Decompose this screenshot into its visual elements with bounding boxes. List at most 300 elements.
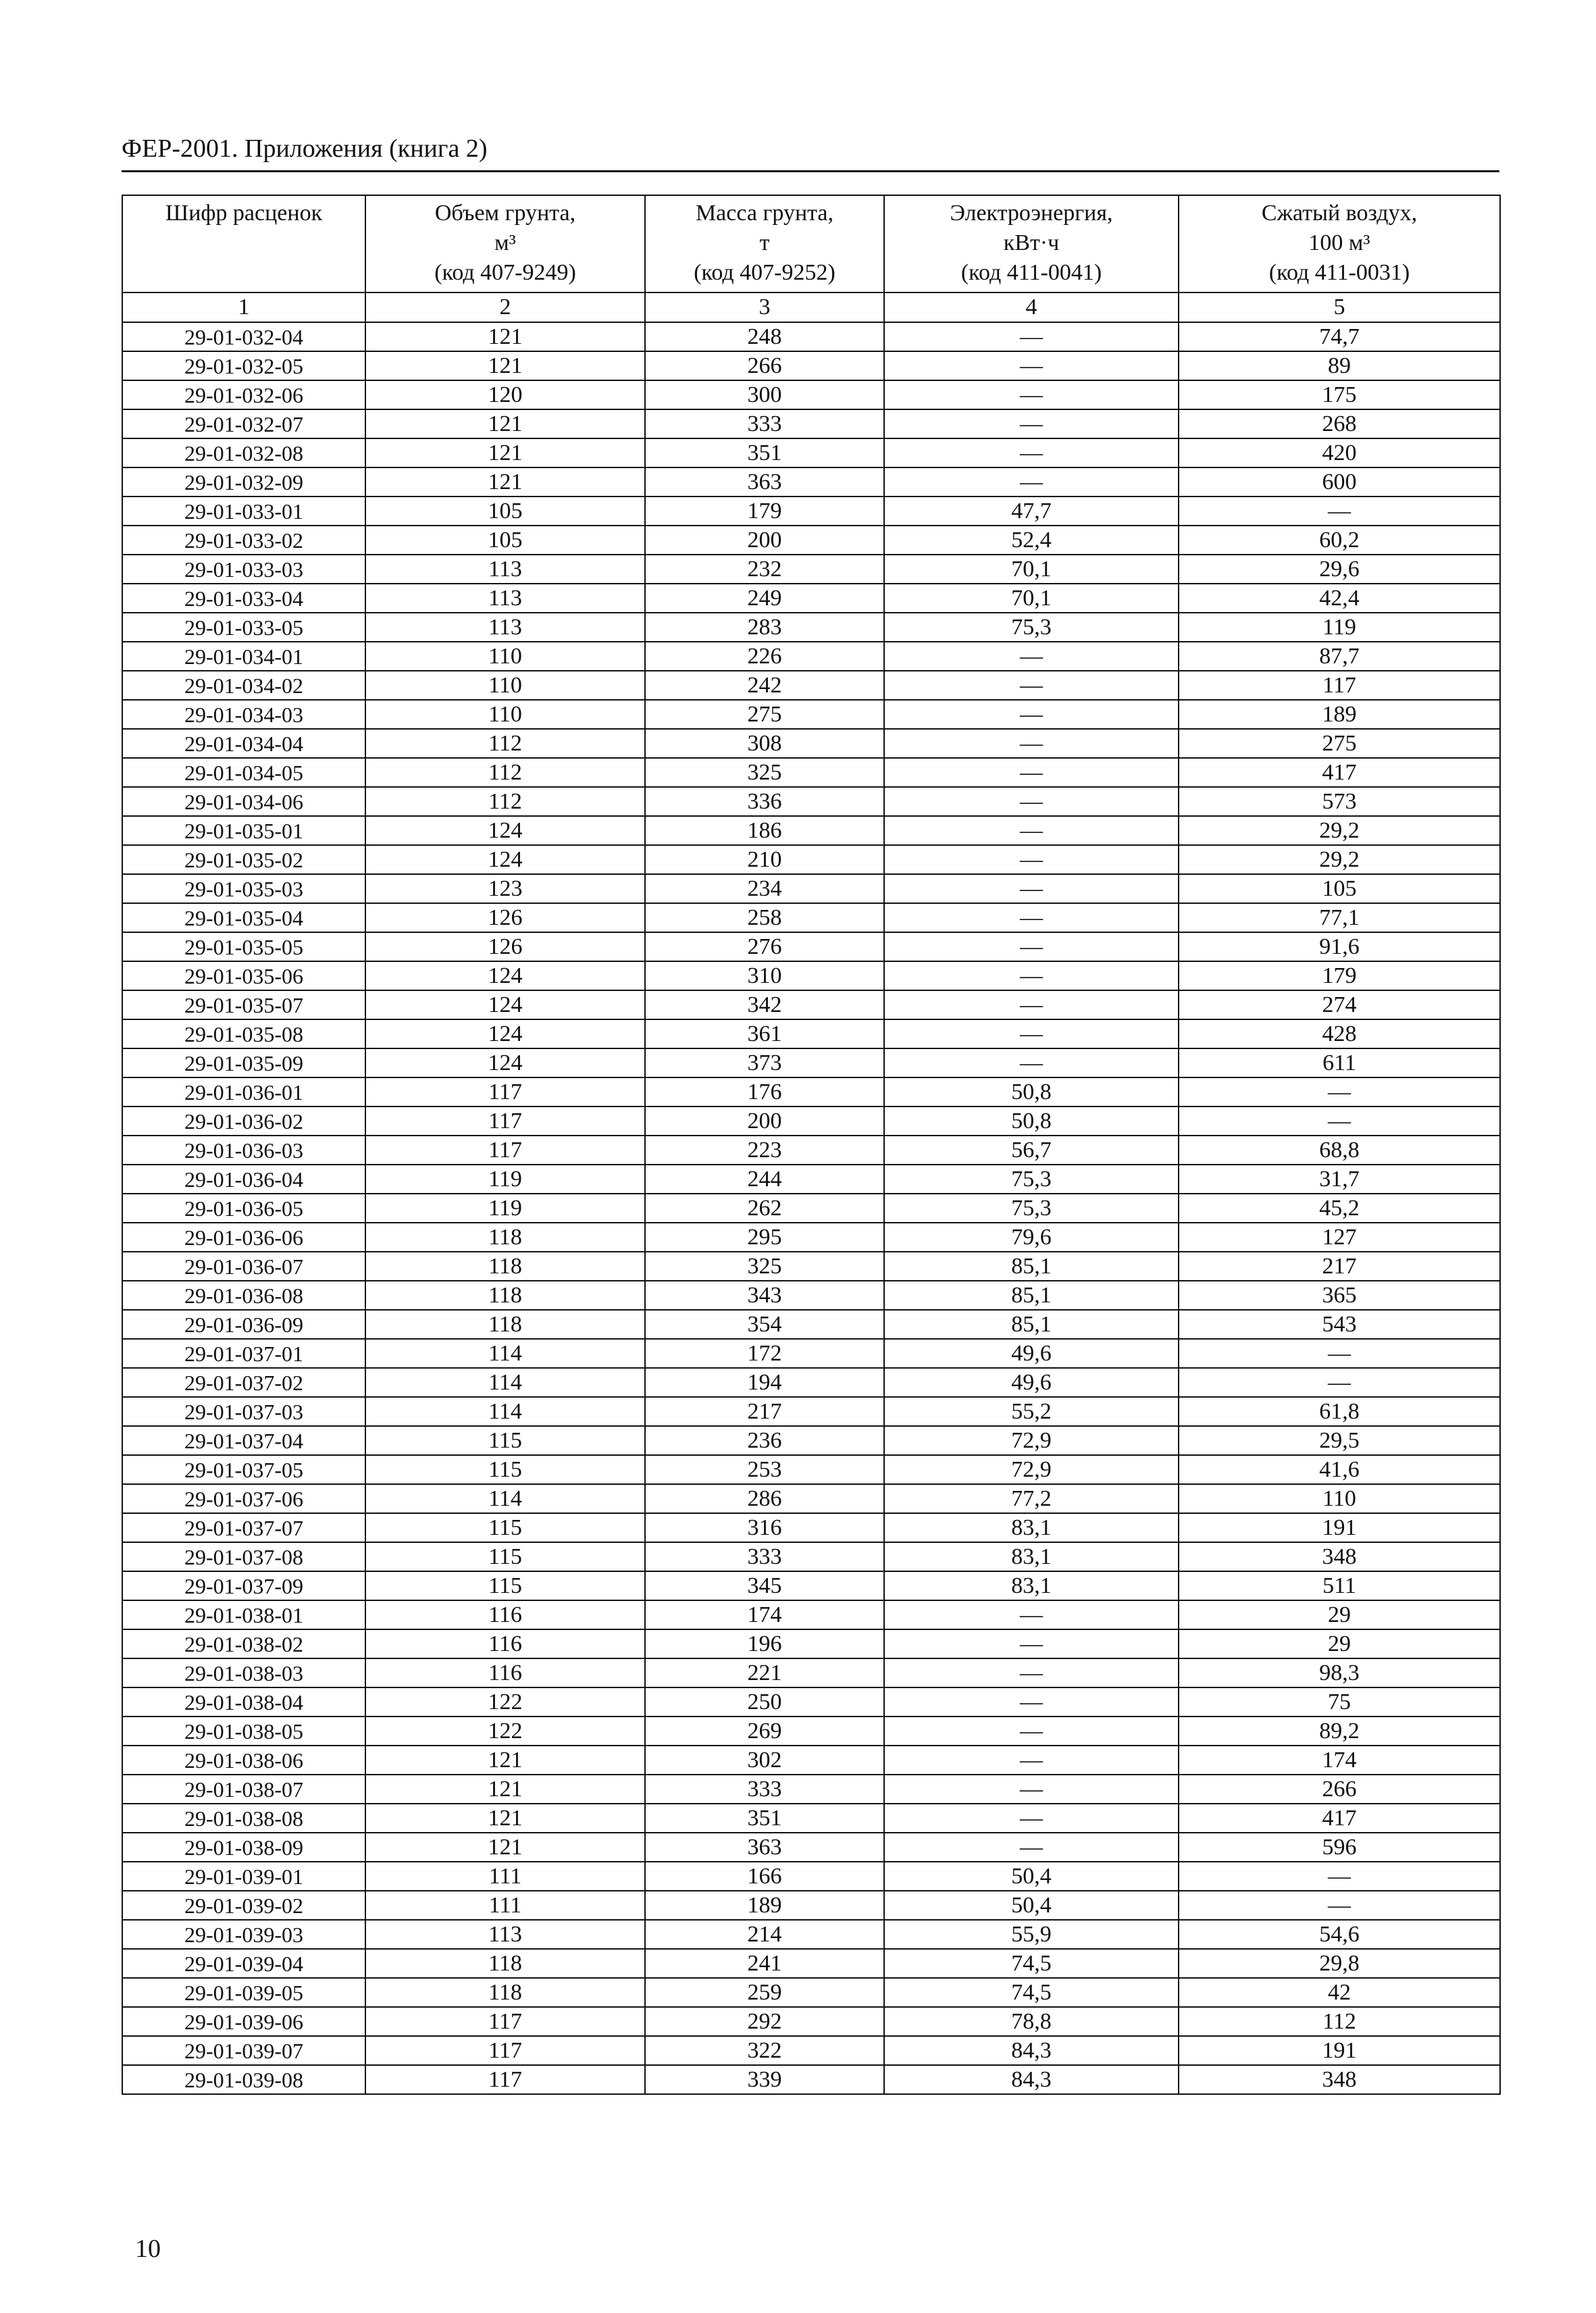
cell-soil-mass: 236 xyxy=(645,1426,884,1455)
cell-soil-volume: 126 xyxy=(365,932,645,961)
table-row xyxy=(122,1165,1500,1194)
cell-soil-mass: 186 xyxy=(645,816,884,845)
column-header-soil-mass: Масса грунта, т (код 407-9252) xyxy=(645,195,884,293)
table-row xyxy=(122,729,1500,758)
cell-electricity: 72,9 xyxy=(884,1426,1179,1455)
cell-soil-mass: 210 xyxy=(645,845,884,874)
cell-electricity: — xyxy=(884,845,1179,874)
cell-soil-volume: 117 xyxy=(365,2065,645,2094)
cell-soil-volume: 118 xyxy=(365,1281,645,1310)
cell-soil-volume: 117 xyxy=(365,1077,645,1107)
cell-electricity: 50,8 xyxy=(884,1077,1179,1107)
table-row xyxy=(122,1194,1500,1223)
cell-compressed-air: 179 xyxy=(1179,961,1500,990)
cell-soil-volume: 115 xyxy=(365,1542,645,1571)
cell-soil-volume: 111 xyxy=(365,1891,645,1920)
cell-compressed-air: 266 xyxy=(1179,1775,1500,1804)
cell-electricity: — xyxy=(884,1687,1179,1717)
cell-electricity: — xyxy=(884,729,1179,758)
table-row xyxy=(122,526,1500,555)
cell-soil-mass: 361 xyxy=(645,1019,884,1048)
cell-electricity: 83,1 xyxy=(884,1513,1179,1542)
cell-soil-mass: 179 xyxy=(645,497,884,526)
rates-table xyxy=(122,195,1501,2095)
cell-soil-mass: 258 xyxy=(645,903,884,932)
cell-soil-mass: 373 xyxy=(645,1048,884,1077)
cell-electricity: — xyxy=(884,1833,1179,1862)
cell-code: 29-01-037-02 xyxy=(122,1368,365,1397)
cell-code: 29-01-032-04 xyxy=(122,322,365,351)
cell-soil-volume: 124 xyxy=(365,1019,645,1048)
cell-soil-volume: 120 xyxy=(365,380,645,409)
cell-electricity: 52,4 xyxy=(884,526,1179,555)
cell-soil-mass: 316 xyxy=(645,1513,884,1542)
cell-soil-volume: 124 xyxy=(365,1048,645,1077)
cell-electricity: 50,4 xyxy=(884,1862,1179,1891)
table-row xyxy=(122,1397,1500,1426)
cell-code: 29-01-036-06 xyxy=(122,1223,365,1252)
cell-soil-mass: 249 xyxy=(645,584,884,613)
table-row xyxy=(122,467,1500,497)
cell-soil-mass: 217 xyxy=(645,1397,884,1426)
cell-electricity: 77,2 xyxy=(884,1484,1179,1513)
cell-soil-volume: 121 xyxy=(365,467,645,497)
cell-code: 29-01-036-01 xyxy=(122,1077,365,1107)
table-row xyxy=(122,2007,1500,2036)
cell-soil-mass: 295 xyxy=(645,1223,884,1252)
cell-compressed-air: 191 xyxy=(1179,1513,1500,1542)
cell-electricity: — xyxy=(884,438,1179,467)
cell-soil-mass: 194 xyxy=(645,1368,884,1397)
cell-compressed-air: 365 xyxy=(1179,1281,1500,1310)
cell-code: 29-01-036-03 xyxy=(122,1136,365,1165)
cell-soil-volume: 121 xyxy=(365,1833,645,1862)
cell-soil-volume: 121 xyxy=(365,351,645,380)
table-row xyxy=(122,409,1500,438)
cell-code: 29-01-035-09 xyxy=(122,1048,365,1077)
column-number: 5 xyxy=(1179,293,1500,322)
cell-soil-volume: 117 xyxy=(365,1107,645,1136)
table-row xyxy=(122,1687,1500,1717)
cell-compressed-air: 29,2 xyxy=(1179,816,1500,845)
cell-electricity: 50,4 xyxy=(884,1891,1179,1920)
table-row xyxy=(122,1252,1500,1281)
cell-compressed-air: 45,2 xyxy=(1179,1194,1500,1223)
cell-code: 29-01-039-04 xyxy=(122,1949,365,1978)
cell-electricity: 70,1 xyxy=(884,555,1179,584)
cell-compressed-air: 417 xyxy=(1179,1804,1500,1833)
cell-electricity: — xyxy=(884,1804,1179,1833)
cell-electricity: 78,8 xyxy=(884,2007,1179,2036)
cell-electricity: — xyxy=(884,816,1179,845)
table-row xyxy=(122,874,1500,903)
cell-compressed-air: 127 xyxy=(1179,1223,1500,1252)
cell-compressed-air: — xyxy=(1179,1368,1500,1397)
cell-soil-mass: 244 xyxy=(645,1165,884,1194)
cell-electricity: 84,3 xyxy=(884,2065,1179,2094)
cell-compressed-air: 420 xyxy=(1179,438,1500,467)
table-row xyxy=(122,787,1500,816)
cell-soil-volume: 114 xyxy=(365,1339,645,1368)
cell-compressed-air: 60,2 xyxy=(1179,526,1500,555)
cell-compressed-air: 89,2 xyxy=(1179,1717,1500,1746)
column-number: 4 xyxy=(884,293,1179,322)
cell-soil-volume: 110 xyxy=(365,700,645,729)
cell-electricity: — xyxy=(884,322,1179,351)
cell-soil-volume: 124 xyxy=(365,990,645,1019)
table-row xyxy=(122,322,1500,351)
cell-electricity: 84,3 xyxy=(884,2036,1179,2065)
cell-soil-volume: 126 xyxy=(365,903,645,932)
table-row xyxy=(122,1775,1500,1804)
cell-compressed-air: 348 xyxy=(1179,2065,1500,2094)
header-rule xyxy=(122,170,1499,172)
cell-code: 29-01-037-09 xyxy=(122,1571,365,1600)
cell-electricity: — xyxy=(884,380,1179,409)
cell-soil-mass: 322 xyxy=(645,2036,884,2065)
cell-soil-mass: 276 xyxy=(645,932,884,961)
cell-code: 29-01-035-04 xyxy=(122,903,365,932)
cell-soil-volume: 113 xyxy=(365,1920,645,1949)
table-row xyxy=(122,758,1500,787)
cell-soil-mass: 345 xyxy=(645,1571,884,1600)
cell-electricity: 85,1 xyxy=(884,1310,1179,1339)
cell-electricity: — xyxy=(884,990,1179,1019)
table-row xyxy=(122,1426,1500,1455)
cell-soil-volume: 114 xyxy=(365,1484,645,1513)
cell-soil-mass: 325 xyxy=(645,758,884,787)
cell-soil-volume: 105 xyxy=(365,497,645,526)
table-row xyxy=(122,961,1500,990)
cell-compressed-air: 268 xyxy=(1179,409,1500,438)
table-row xyxy=(122,1600,1500,1629)
cell-soil-mass: 363 xyxy=(645,467,884,497)
cell-code: 29-01-037-03 xyxy=(122,1397,365,1426)
cell-soil-mass: 333 xyxy=(645,409,884,438)
table-row xyxy=(122,903,1500,932)
cell-soil-volume: 121 xyxy=(365,1746,645,1775)
table-row xyxy=(122,1978,1500,2007)
cell-soil-mass: 226 xyxy=(645,642,884,671)
cell-compressed-air: 77,1 xyxy=(1179,903,1500,932)
cell-compressed-air: 87,7 xyxy=(1179,642,1500,671)
cell-soil-volume: 114 xyxy=(365,1368,645,1397)
cell-code: 29-01-038-03 xyxy=(122,1658,365,1687)
cell-compressed-air: 348 xyxy=(1179,1542,1500,1571)
cell-electricity: — xyxy=(884,758,1179,787)
table-row xyxy=(122,613,1500,642)
cell-compressed-air: 91,6 xyxy=(1179,932,1500,961)
cell-soil-volume: 118 xyxy=(365,1949,645,1978)
cell-soil-volume: 121 xyxy=(365,322,645,351)
column-header-soil-volume: Объем грунта, м³ (код 407-9249) xyxy=(365,195,645,293)
cell-soil-volume: 118 xyxy=(365,1310,645,1339)
table-row xyxy=(122,380,1500,409)
cell-soil-mass: 339 xyxy=(645,2065,884,2094)
cell-electricity: — xyxy=(884,351,1179,380)
cell-code: 29-01-035-03 xyxy=(122,874,365,903)
cell-electricity: — xyxy=(884,1629,1179,1658)
cell-electricity: — xyxy=(884,467,1179,497)
table-row xyxy=(122,671,1500,700)
cell-code: 29-01-039-05 xyxy=(122,1978,365,2007)
cell-soil-mass: 283 xyxy=(645,613,884,642)
cell-compressed-air: 174 xyxy=(1179,1746,1500,1775)
cell-electricity: 85,1 xyxy=(884,1281,1179,1310)
cell-code: 29-01-032-05 xyxy=(122,351,365,380)
cell-code: 29-01-033-04 xyxy=(122,584,365,613)
cell-soil-mass: 172 xyxy=(645,1339,884,1368)
cell-compressed-air: 29,5 xyxy=(1179,1426,1500,1455)
table-row xyxy=(122,1542,1500,1571)
cell-soil-mass: 242 xyxy=(645,671,884,700)
table-row xyxy=(122,1107,1500,1136)
cell-compressed-air: 573 xyxy=(1179,787,1500,816)
table-row xyxy=(122,1339,1500,1368)
cell-soil-volume: 121 xyxy=(365,1804,645,1833)
table-row xyxy=(122,1048,1500,1077)
cell-compressed-air: 41,6 xyxy=(1179,1455,1500,1484)
cell-compressed-air: 29,2 xyxy=(1179,845,1500,874)
cell-compressed-air: 191 xyxy=(1179,2036,1500,2065)
cell-soil-mass: 325 xyxy=(645,1252,884,1281)
cell-soil-mass: 269 xyxy=(645,1717,884,1746)
cell-electricity: 83,1 xyxy=(884,1542,1179,1571)
cell-soil-volume: 118 xyxy=(365,1223,645,1252)
cell-soil-mass: 200 xyxy=(645,1107,884,1136)
cell-compressed-air: 175 xyxy=(1179,380,1500,409)
cell-code: 29-01-038-08 xyxy=(122,1804,365,1833)
table-row xyxy=(122,1717,1500,1746)
table-row xyxy=(122,1484,1500,1513)
cell-code: 29-01-038-06 xyxy=(122,1746,365,1775)
cell-soil-volume: 119 xyxy=(365,1194,645,1223)
cell-soil-volume: 122 xyxy=(365,1687,645,1717)
cell-code: 29-01-039-03 xyxy=(122,1920,365,1949)
cell-soil-volume: 116 xyxy=(365,1600,645,1629)
cell-soil-mass: 248 xyxy=(645,322,884,351)
cell-soil-volume: 123 xyxy=(365,874,645,903)
cell-electricity: 74,5 xyxy=(884,1978,1179,2007)
cell-electricity: 75,3 xyxy=(884,1165,1179,1194)
cell-soil-volume: 124 xyxy=(365,845,645,874)
cell-electricity: 83,1 xyxy=(884,1571,1179,1600)
cell-soil-mass: 354 xyxy=(645,1310,884,1339)
cell-soil-mass: 214 xyxy=(645,1920,884,1949)
cell-soil-volume: 117 xyxy=(365,1136,645,1165)
cell-soil-volume: 117 xyxy=(365,2036,645,2065)
cell-electricity: — xyxy=(884,961,1179,990)
table-row xyxy=(122,1019,1500,1048)
cell-soil-mass: 310 xyxy=(645,961,884,990)
cell-code: 29-01-035-05 xyxy=(122,932,365,961)
cell-code: 29-01-033-03 xyxy=(122,555,365,584)
cell-soil-mass: 196 xyxy=(645,1629,884,1658)
table-row xyxy=(122,1223,1500,1252)
cell-code: 29-01-039-06 xyxy=(122,2007,365,2036)
cell-code: 29-01-039-02 xyxy=(122,1891,365,1920)
cell-soil-mass: 333 xyxy=(645,1775,884,1804)
cell-compressed-air: 428 xyxy=(1179,1019,1500,1048)
cell-soil-volume: 115 xyxy=(365,1513,645,1542)
cell-soil-volume: 116 xyxy=(365,1629,645,1658)
cell-code: 29-01-034-01 xyxy=(122,642,365,671)
cell-electricity: 85,1 xyxy=(884,1252,1179,1281)
cell-code: 29-01-037-06 xyxy=(122,1484,365,1513)
cell-electricity: 79,6 xyxy=(884,1223,1179,1252)
table-row xyxy=(122,584,1500,613)
table-row xyxy=(122,1746,1500,1775)
table-row xyxy=(122,932,1500,961)
cell-electricity: 47,7 xyxy=(884,497,1179,526)
cell-compressed-air: 68,8 xyxy=(1179,1136,1500,1165)
cell-code: 29-01-035-07 xyxy=(122,990,365,1019)
table-row xyxy=(122,1368,1500,1397)
table-row xyxy=(122,1571,1500,1600)
cell-compressed-air: 217 xyxy=(1179,1252,1500,1281)
column-number: 2 xyxy=(365,293,645,322)
cell-electricity: — xyxy=(884,409,1179,438)
table-row xyxy=(122,1862,1500,1891)
cell-soil-mass: 221 xyxy=(645,1658,884,1687)
cell-soil-mass: 333 xyxy=(645,1542,884,1571)
table-row xyxy=(122,1310,1500,1339)
cell-code: 29-01-039-08 xyxy=(122,2065,365,2094)
cell-soil-volume: 121 xyxy=(365,1775,645,1804)
table-body xyxy=(122,322,1500,2094)
cell-compressed-air: 600 xyxy=(1179,467,1500,497)
table-row xyxy=(122,2036,1500,2065)
header-row xyxy=(122,195,1500,293)
cell-electricity: 75,3 xyxy=(884,1194,1179,1223)
cell-compressed-air: 543 xyxy=(1179,1310,1500,1339)
cell-code: 29-01-038-09 xyxy=(122,1833,365,1862)
cell-compressed-air: 110 xyxy=(1179,1484,1500,1513)
cell-soil-volume: 114 xyxy=(365,1397,645,1426)
cell-electricity: — xyxy=(884,932,1179,961)
cell-electricity: 75,3 xyxy=(884,613,1179,642)
cell-soil-mass: 223 xyxy=(645,1136,884,1165)
cell-compressed-air: 611 xyxy=(1179,1048,1500,1077)
cell-electricity: — xyxy=(884,903,1179,932)
cell-code: 29-01-037-01 xyxy=(122,1339,365,1368)
cell-compressed-air: 275 xyxy=(1179,729,1500,758)
cell-code: 29-01-034-03 xyxy=(122,700,365,729)
cell-soil-volume: 112 xyxy=(365,729,645,758)
cell-compressed-air: 29,8 xyxy=(1179,1949,1500,1978)
cell-soil-volume: 124 xyxy=(365,816,645,845)
cell-compressed-air: — xyxy=(1179,1862,1500,1891)
cell-compressed-air: 31,7 xyxy=(1179,1165,1500,1194)
cell-compressed-air: 74,7 xyxy=(1179,322,1500,351)
cell-compressed-air: 98,3 xyxy=(1179,1658,1500,1687)
cell-electricity: — xyxy=(884,1717,1179,1746)
cell-compressed-air: 417 xyxy=(1179,758,1500,787)
table-row xyxy=(122,1833,1500,1862)
cell-compressed-air: 189 xyxy=(1179,700,1500,729)
cell-code: 29-01-032-08 xyxy=(122,438,365,467)
cell-soil-mass: 302 xyxy=(645,1746,884,1775)
cell-code: 29-01-035-06 xyxy=(122,961,365,990)
cell-code: 29-01-036-02 xyxy=(122,1107,365,1136)
cell-soil-volume: 121 xyxy=(365,409,645,438)
cell-compressed-air: 29 xyxy=(1179,1600,1500,1629)
cell-code: 29-01-038-05 xyxy=(122,1717,365,1746)
cell-code: 29-01-032-09 xyxy=(122,467,365,497)
cell-electricity: — xyxy=(884,1019,1179,1048)
cell-soil-volume: 113 xyxy=(365,613,645,642)
table-row xyxy=(122,1136,1500,1165)
cell-code: 29-01-036-09 xyxy=(122,1310,365,1339)
table-row xyxy=(122,2065,1500,2094)
table-row xyxy=(122,816,1500,845)
column-number: 1 xyxy=(122,293,365,322)
table-row xyxy=(122,555,1500,584)
cell-electricity: — xyxy=(884,874,1179,903)
cell-soil-mass: 189 xyxy=(645,1891,884,1920)
cell-soil-mass: 232 xyxy=(645,555,884,584)
column-header-code: Шифр расценок xyxy=(122,195,365,293)
cell-soil-volume: 115 xyxy=(365,1455,645,1484)
cell-soil-volume: 110 xyxy=(365,671,645,700)
cell-soil-mass: 336 xyxy=(645,787,884,816)
cell-compressed-air: — xyxy=(1179,1891,1500,1920)
cell-soil-mass: 343 xyxy=(645,1281,884,1310)
cell-soil-mass: 308 xyxy=(645,729,884,758)
cell-soil-mass: 250 xyxy=(645,1687,884,1717)
table-row xyxy=(122,1629,1500,1658)
cell-code: 29-01-037-05 xyxy=(122,1455,365,1484)
table-row xyxy=(122,1658,1500,1687)
cell-code: 29-01-038-07 xyxy=(122,1775,365,1804)
table-row xyxy=(122,845,1500,874)
cell-compressed-air: 42,4 xyxy=(1179,584,1500,613)
cell-soil-volume: 112 xyxy=(365,758,645,787)
table-row xyxy=(122,351,1500,380)
cell-electricity: 49,6 xyxy=(884,1339,1179,1368)
cell-code: 29-01-038-04 xyxy=(122,1687,365,1717)
cell-electricity: 56,7 xyxy=(884,1136,1179,1165)
cell-soil-mass: 234 xyxy=(645,874,884,903)
cell-soil-mass: 253 xyxy=(645,1455,884,1484)
cell-compressed-air: 511 xyxy=(1179,1571,1500,1600)
cell-soil-mass: 292 xyxy=(645,2007,884,2036)
cell-soil-mass: 363 xyxy=(645,1833,884,1862)
cell-code: 29-01-032-06 xyxy=(122,380,365,409)
cell-compressed-air: — xyxy=(1179,1339,1500,1368)
table-row xyxy=(122,990,1500,1019)
cell-compressed-air: 596 xyxy=(1179,1833,1500,1862)
cell-soil-mass: 286 xyxy=(645,1484,884,1513)
cell-soil-volume: 111 xyxy=(365,1862,645,1891)
cell-code: 29-01-039-07 xyxy=(122,2036,365,2065)
cell-compressed-air: 29,6 xyxy=(1179,555,1500,584)
cell-code: 29-01-038-01 xyxy=(122,1600,365,1629)
cell-electricity: 72,9 xyxy=(884,1455,1179,1484)
cell-soil-mass: 266 xyxy=(645,351,884,380)
cell-code: 29-01-034-04 xyxy=(122,729,365,758)
cell-electricity: — xyxy=(884,671,1179,700)
cell-electricity: — xyxy=(884,1600,1179,1629)
cell-soil-mass: 342 xyxy=(645,990,884,1019)
cell-compressed-air: 42 xyxy=(1179,1978,1500,2007)
cell-code: 29-01-037-07 xyxy=(122,1513,365,1542)
column-number: 3 xyxy=(645,293,884,322)
cell-soil-volume: 118 xyxy=(365,1978,645,2007)
cell-soil-volume: 110 xyxy=(365,642,645,671)
cell-soil-volume: 122 xyxy=(365,1717,645,1746)
cell-code: 29-01-033-02 xyxy=(122,526,365,555)
